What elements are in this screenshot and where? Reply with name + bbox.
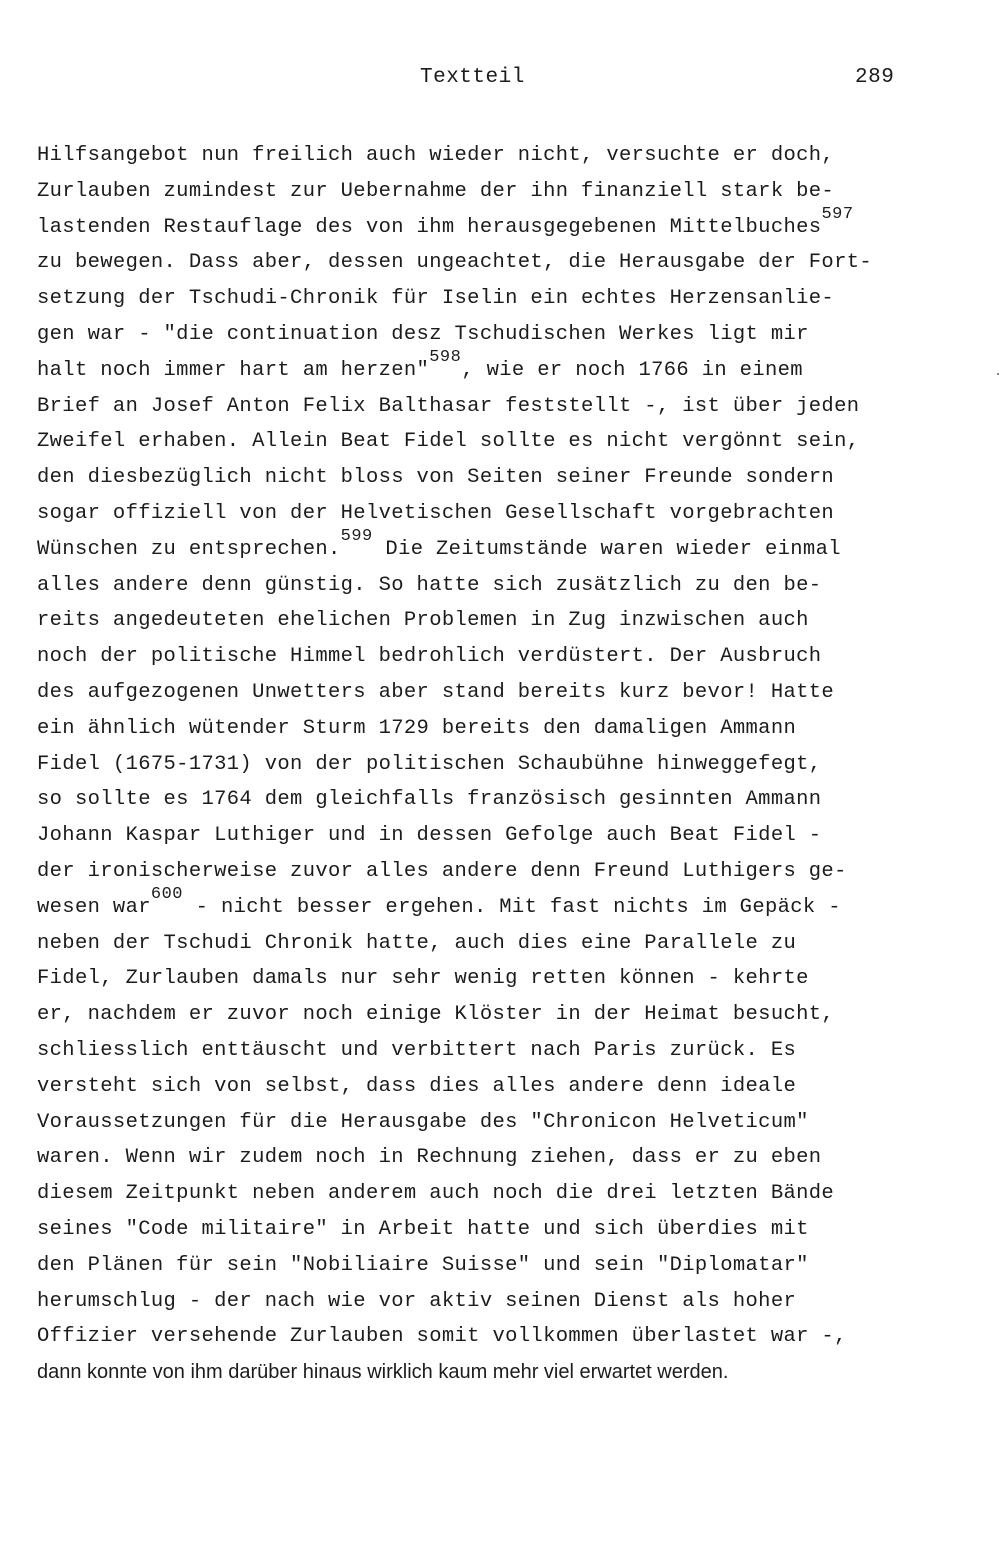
- text-line: halt noch immer hart am herzen"$^{598}$, wie er noch 1766 in einem: [37, 347, 803, 382]
- text-line: sogar offiziell von der Helvetischen Gesellschaft vorgebrachten: [37, 501, 835, 525]
- text-line: waren. Wenn wir zudem noch in Rechnung ziehen, dass er zu eben: [37, 1146, 822, 1170]
- text-line: schliesslich enttäuscht und verbittert nach Paris zurück. Es: [37, 1038, 797, 1062]
- text-line: ein ähnlich wütender Sturm 1729 bereits den damaligen Ammann: [37, 716, 797, 740]
- text-line: Brief an Josef Anton Felix Balthasar feststellt -, ist über jeden: [37, 394, 860, 418]
- text-line: Offizier versehende Zurlauben somit vollkommen überlastet war -,: [37, 1325, 847, 1349]
- text-line: reits angedeuteten ehelichen Problemen in Zug inzwischen auch: [37, 609, 809, 633]
- footnote-ref-600: 600: [150, 884, 183, 904]
- text-line: zu bewegen. Dass aber, dessen ungeachtet, die Herausgabe der Fort-: [37, 251, 873, 275]
- footnote-ref-597: 597: [821, 204, 854, 224]
- text-line: Zweifel erhaben. Allein Beat Fidel sollte es nicht vergönnt sein,: [37, 430, 860, 454]
- text-line: lastenden Restauflage des von ihm herausgegebenen Mittelbuches$^{597}$: [37, 204, 854, 239]
- text-line: versteht sich von selbst, dass dies alles andere denn ideale: [37, 1074, 797, 1098]
- running-title: Textteil: [420, 66, 525, 89]
- page-number: 289: [855, 66, 895, 89]
- text-line: seines "Code militaire" in Arbeit hatte und sich überdies mit: [37, 1217, 809, 1241]
- body-text: [37, 138, 937, 1391]
- text-line: Fidel, Zurlauben damals nur sehr wenig retten können - kehrte: [37, 967, 809, 991]
- text-line-final: dann konnte von ihm darüber hinaus wirklich kaum mehr viel erwartet werden.: [37, 1361, 729, 1384]
- text-line: Hilfsangebot nun freilich auch wieder nicht, versuchte er doch,: [37, 144, 835, 167]
- text-line: so sollte es 1764 dem gleichfalls französisch gesinnten Ammann: [37, 788, 822, 812]
- footnote-ref-598: 598: [429, 347, 462, 367]
- text-line: gen war - "die continuation desz Tschudischen Werkes ligt mir: [37, 322, 809, 346]
- text-line: Zurlauben zumindest zur Uebernahme der ihn finanziell stark be-: [37, 179, 835, 203]
- text-line: alles andere denn günstig. So hatte sich zusätzlich zu den be-: [37, 573, 822, 597]
- text-line: wesen war$^{600}$ - nicht besser ergehen. Mit fast nichts im Gepäck -: [37, 884, 841, 919]
- text-line: Johann Kaspar Luthiger und in dessen Gefolge auch Beat Fidel -: [37, 824, 822, 848]
- text-line: Fidel (1675-1731) von der politischen Schaubühne hinweggefegt,: [37, 752, 822, 776]
- text-line: er, nachdem er zuvor noch einige Klöster in der Heimat besucht,: [37, 1003, 835, 1027]
- text-line: herumschlug - der nach wie vor aktiv seinen Dienst als hoher: [37, 1289, 797, 1313]
- text-line: Wünschen zu entsprechen.$^{599}$ Die Zeitumstände waren wieder einmal: [37, 526, 841, 561]
- text-line: diesem Zeitpunkt neben anderem auch noch die drei letzten Bände: [37, 1182, 835, 1206]
- text-line: der ironischerweise zuvor alles andere denn Freund Luthigers ge-: [37, 859, 847, 883]
- scan-speck: [997, 373, 999, 375]
- text-line: neben der Tschudi Chronik hatte, auch dies eine Parallele zu: [37, 931, 797, 955]
- text-line: Voraussetzungen für die Herausgabe des "Chronicon Helveticum": [37, 1110, 809, 1134]
- text-line: noch der politische Himmel bedrohlich verdüstert. Der Ausbruch: [37, 645, 822, 669]
- text-line: den diesbezüglich nicht bloss von Seiten seiner Freunde sondern: [37, 466, 835, 490]
- footnote-ref-599: 599: [340, 526, 373, 546]
- text-line: den Plänen für sein "Nobiliaire Suisse" und sein "Diplomatar": [37, 1253, 809, 1277]
- text-line: des aufgezogenen Unwetters aber stand bereits kurz bevor! Hatte: [37, 680, 835, 704]
- text-line: setzung der Tschudi-Chronik für Iselin ein echtes Herzensanlie-: [37, 287, 835, 311]
